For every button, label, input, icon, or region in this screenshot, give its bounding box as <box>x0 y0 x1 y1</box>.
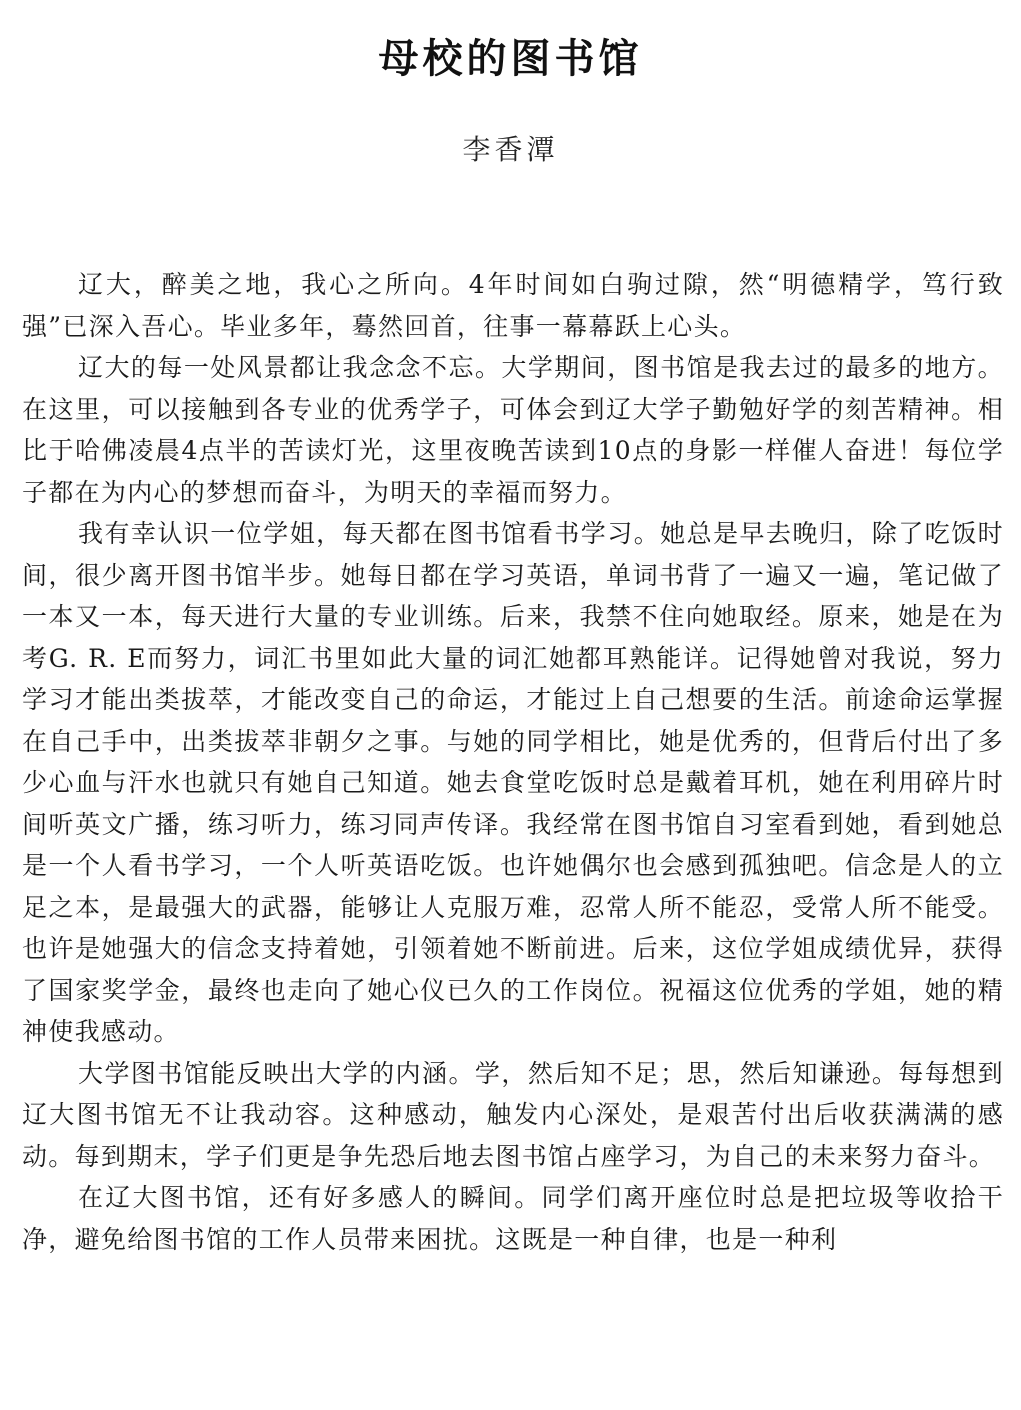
author-name: 李香潭 <box>462 133 559 166</box>
paragraph: 在辽大图书馆，还有好多感人的瞬间。同学们离开座位时总是把垃圾等收拾干净，避免给图书馆的工作人员带来困扰。这既是一种自律，也是一种利 <box>22 1183 1004 1254</box>
paragraph: 辽大，醉美之地，我心之所向。4年时间如白驹过隙，然“明德精学，笃行致强”已深入吾心。毕业多年，蓦然回首，往事一幕幕跃上心头。 <box>22 270 1004 341</box>
paragraph: 我有幸认识一位学姐，每天都在图书馆看书学习。她总是早去晚归，除了吃饭时间，很少离开图书馆半步。她每日都在学习英语，单词书背了一遍又一遍，笔记做了一本又一本，每天进行大量的专业训练。后来，我禁不住向她取经。原来，她是在为考G. R. E而努力，词汇书里如此大量的词汇她都耳熟能详。记得她曾对我说，努力学习才能出类拔萃，才能改变自己的命运，才能过上自己想要的生活。前途命运掌握在自己手中，出类拔萃非朝夕之事。与她的同学相比，她是优秀的，但背后付出了多少心血与汗水也就只有她自己知道。她去食堂吃饭时总是戴着耳机，她在利用碎片时间听英文广播，练习听力，练习同声传译。我经常在图书馆自习室看到她，看到她总是一个人看书学习，一个人听英语吃饭。也许她偶尔也会感到孤独吧。信念是人的立足之本，是最强大的武器，能够让人克服万难，忍常人所不能忍，受常人所不能受。也许是她强大的信念支持着她，引领着她不断前进。后来，这位学姐成绩优异，获得了国家奖学金，最终也走向了她心仪已久的工作岗位。祝福这位优秀的学姐，她的精神使我感动。 <box>22 519 1004 1046</box>
article-body <box>22 264 1004 1260</box>
paragraph: 大学图书馆能反映出大学的内涵。学，然后知不足；思，然后知谦逊。每每想到辽大图书馆无不让我动容。这种感动，触发内心深处，是艰苦付出后收获满满的感动。每到期末，学子们更是争先恐后地去图书馆占座学习，为自己的未来努力奋斗。 <box>22 1058 1004 1171</box>
paragraph: 辽大的每一处风景都让我念念不忘。大学期间，图书馆是我去过的最多的地方。在这里，可以接触到各专业的优秀学子，可体会到辽大学子勤勉好学的刻苦精神。相比于哈佛凌晨4点半的苦读灯光，这里夜晚苦读到10点的身影一样催人奋进！每位学子都在为内心的梦想而奋斗，为明天的幸福而努力。 <box>22 353 1004 507</box>
page-title: 母校的图书馆 <box>378 35 643 82</box>
